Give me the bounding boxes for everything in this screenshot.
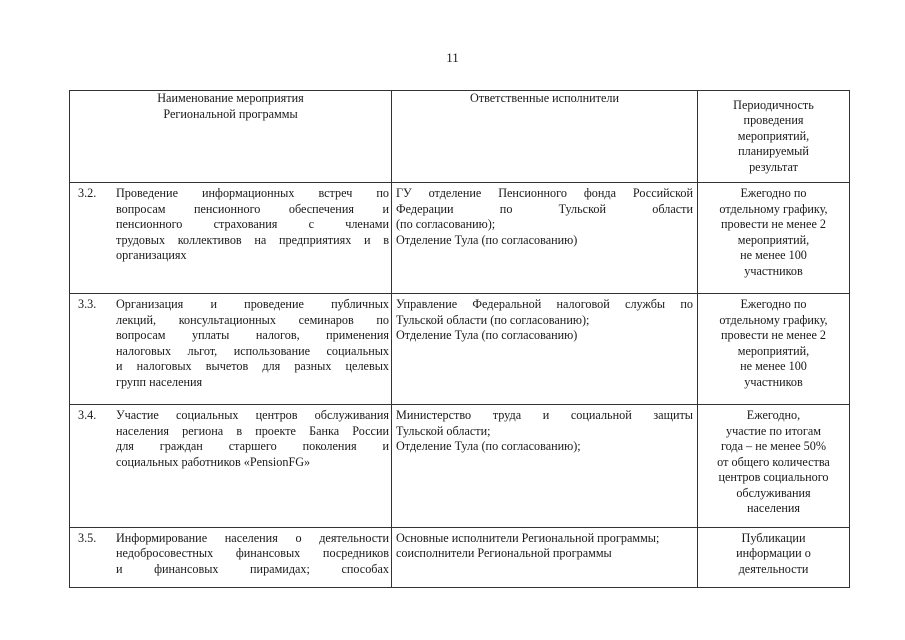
responsible-cell: [392, 405, 698, 528]
periodicity-text-line: обслуживания: [736, 485, 811, 500]
activity-text-line: Участие социальных центров обслуживания: [116, 408, 389, 422]
table-row: [70, 294, 850, 405]
periodicity-text-line: провести не менее 2: [721, 217, 826, 231]
periodicity-text-line: информации о: [736, 546, 811, 560]
periodicity-cell: [698, 527, 850, 588]
activity-text-line: для граждан старшего поколения и: [116, 439, 389, 453]
periodicity-text-line: Ежегодно по: [740, 297, 807, 311]
header-responsible: Ответственные исполнители: [392, 91, 698, 183]
activity-cell: [70, 405, 392, 528]
responsible-text-line: Отделение Тула (по согласованию);: [396, 439, 581, 453]
item-number: 3.2.: [78, 186, 97, 200]
responsible-text-line: Федерации по Тульской области: [396, 201, 693, 216]
activity-text-line: Организация и проведение публичных: [116, 297, 389, 311]
periodicity-text-line: не менее 100: [740, 248, 807, 262]
table-header-row: [70, 91, 850, 183]
activity-cell: [70, 527, 392, 588]
periodicity-text-line: мероприятий,: [737, 232, 810, 247]
activity-text-line: населения региона в проекте Банка России: [116, 423, 389, 438]
periodicity-text-line: Ежегодно,: [746, 408, 801, 422]
periodicity-text-line: участников: [744, 374, 803, 389]
activity-text-line: пенсионного страхования с членами: [116, 217, 389, 231]
program-table: [69, 90, 850, 588]
periodicity-text-line: мероприятий,: [737, 343, 810, 358]
periodicity-text-line: отдельному графику,: [719, 201, 828, 216]
periodicity-text-line: Публикации: [741, 530, 806, 545]
page-number: 11: [446, 50, 459, 65]
table-row: [70, 405, 850, 528]
activity-text-line: вопросам пенсионного обеспечения и: [116, 201, 389, 216]
item-number: 3.4.: [78, 408, 97, 422]
responsible-text-line: ГУ отделение Пенсионного фонда Российской: [396, 186, 693, 200]
table-row: [70, 183, 850, 294]
activity-text-line: вопросам уплаты налогов, применения: [116, 328, 389, 342]
responsible-cell: [392, 183, 698, 294]
activity-text-line: Проведение информационных встреч по: [116, 186, 389, 200]
periodicity-text-line: года – не менее 50%: [720, 439, 827, 453]
responsible-text-line: Тульской области;: [396, 423, 491, 438]
responsible-text-line: Управление Федеральной налоговой службы по: [396, 297, 693, 311]
activity-text-line: лекций, консультационных семинаров по: [116, 312, 389, 327]
item-number: 3.3.: [78, 297, 97, 311]
periodicity-text-line: Ежегодно по: [740, 186, 807, 200]
periodicity-text-line: центров социального: [718, 470, 829, 484]
responsible-text-line: Тульской области (по согласованию);: [396, 312, 590, 327]
header-line: Наименование мероприятия: [157, 91, 304, 105]
header-line: результат: [749, 159, 798, 174]
activity-cell: [70, 183, 392, 294]
activity-text-line: трудовых коллективов на предприятиях и в: [116, 232, 389, 247]
periodicity-text-line: провести не менее 2: [721, 328, 826, 342]
header-line: проведения: [743, 113, 804, 128]
responsible-text-line: Основные исполнители Региональной программы;: [396, 530, 660, 545]
header-periodicity: [698, 91, 850, 183]
responsible-text-line: Отделение Тула (по согласованию): [396, 232, 578, 247]
table-row: [70, 527, 850, 588]
activity-text-line: налоговых льгот, использование социальных: [116, 343, 389, 358]
header-line: Региональной программы: [163, 106, 298, 121]
periodicity-text-line: участников: [744, 263, 803, 278]
item-number: 3.5.: [78, 530, 97, 545]
periodicity-text-line: отдельному графику,: [719, 312, 828, 327]
header-line: планируемый: [738, 144, 809, 159]
responsible-text-line: Отделение Тула (по согласованию): [396, 328, 578, 342]
periodicity-text-line: участие по итогам: [726, 423, 821, 438]
activity-text-line: организациях: [116, 248, 187, 262]
activity-cell: [70, 294, 392, 405]
activity-text-line: недобросовестных финансовых посредников: [116, 546, 389, 560]
periodicity-text-line: деятельности: [738, 561, 809, 576]
periodicity-text-line: не менее 100: [740, 359, 807, 373]
responsible-text-line: Министерство труда и социальной защиты: [396, 408, 693, 422]
header-line: мероприятий,: [737, 128, 810, 143]
header-line: Периодичность: [733, 97, 814, 112]
periodicity-cell: [698, 405, 850, 528]
responsible-cell: [392, 294, 698, 405]
responsible-text-line: (по согласованию);: [396, 217, 496, 231]
periodicity-cell: [698, 183, 850, 294]
activity-text-line: Информирование населения о деятельности: [116, 530, 389, 545]
activity-text-line: социальных работников «PensionFG»: [116, 454, 311, 469]
header-activity-name: [70, 91, 392, 183]
activity-text-line: и финансовых пирамидах; способах: [116, 561, 389, 576]
activity-text-line: и налоговых вычетов для разных целевых: [116, 359, 389, 373]
periodicity-cell: [698, 294, 850, 405]
periodicity-text-line: населения: [746, 501, 801, 515]
periodicity-text-line: от общего количества: [717, 454, 830, 469]
activity-text-line: групп населения: [116, 374, 203, 389]
responsible-text-line: соисполнители Региональной программы: [396, 546, 612, 560]
responsible-cell: [392, 527, 698, 588]
